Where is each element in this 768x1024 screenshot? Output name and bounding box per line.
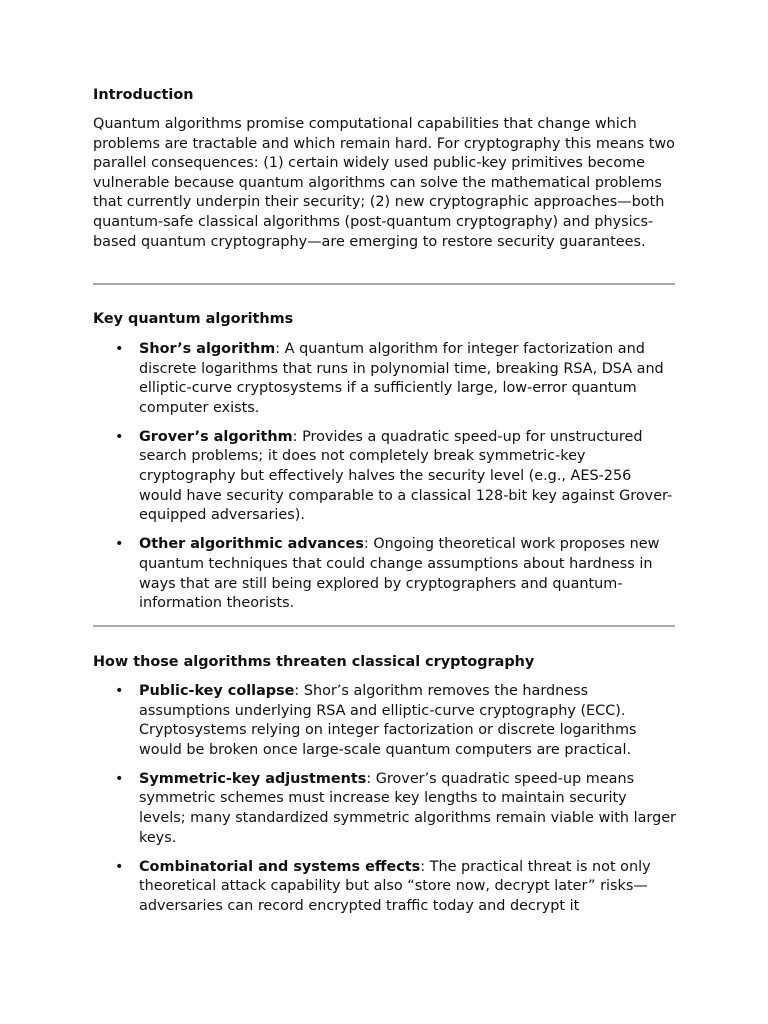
divider — [93, 283, 675, 285]
list-item — [117, 428, 677, 526]
list-item — [117, 770, 677, 848]
item-text: : Shor’s algorithm removes the hardness assumptions underlying RSA and elliptic-curve cryptography (ECC). Cryptosystems relying on integer factorization or discrete logarithms would be broken once large-scale quantum computers are practical. — [139, 683, 637, 758]
bullet-icon: • — [115, 536, 124, 553]
list-item — [117, 535, 677, 613]
item-text: : Ongoing theoretical work proposes new quantum techniques that could change assumptions about hardness in ways that are still being explored by cryptographers and quantum-information theorists. — [139, 536, 660, 612]
section-heading-introduction: Introduction — [93, 87, 194, 103]
list-item — [117, 340, 677, 418]
item-text: : A quantum algorithm for integer factorization and discrete logarithms that runs in polynomial time, breaking RSA, DSA and elliptic-curve cryptosystems if a sufficiently large, low-error quantum computer exists. — [139, 341, 664, 416]
list-item — [117, 858, 677, 917]
item-text: : Grover’s quadratic speed-up means symmetric schemes must increase key lengths to maintain security levels; many standardized symmetric algorithms remain viable with larger keys. — [139, 770, 676, 846]
item-term: Public-key collapse — [139, 683, 295, 699]
item-term: Grover’s algorithm — [139, 428, 293, 445]
section-heading-threats: How those algorithms threaten classical cryptography — [93, 654, 535, 670]
list-item — [117, 682, 677, 760]
item-term: Symmetric-key adjustments — [139, 770, 367, 787]
item-term: Combinatorial and systems effects — [139, 858, 421, 875]
key-algorithms-list — [117, 340, 677, 623]
section-heading-key-algorithms: Key quantum algorithms — [93, 311, 294, 327]
item-text: : Provides a quadratic speed-up for unstructured search problems; it does not completely break symmetric-key cryptography but effectively halves the security level (e.g., AES-256 would have security comparable to a classical 128-bit key against Grover-equipped adversaries). — [139, 428, 673, 524]
threats-list — [117, 682, 677, 926]
item-term: Shor’s algorithm — [139, 341, 276, 357]
item-term: Other algorithmic advances — [139, 536, 364, 553]
bullet-icon: • — [115, 428, 124, 445]
bullet-icon: • — [115, 858, 124, 875]
divider — [93, 625, 675, 627]
bullet-icon: • — [115, 341, 124, 357]
intro-paragraph: Quantum algorithms promise computational capabilities that change which problems are tractable and which remain hard. For cryptography this means two parallel consequences: (1) certain widely used public-key primitives become vulnerable because quantum algorithms can solve the mathematical problems that currently underpin their security; (2) new cryptographic approaches—both quantum-safe classical algorithms (post-quantum cryptography) and physics-based quantum cryptography—are emerging to restore security guarantees. — [93, 116, 675, 250]
item-text: : The practical threat is not only theoretical attack capability but also “store now, decrypt later” risks—adversaries can record encrypted traffic today and decrypt it — [139, 858, 651, 914]
bullet-icon: • — [115, 770, 124, 787]
bullet-icon: • — [115, 683, 124, 699]
